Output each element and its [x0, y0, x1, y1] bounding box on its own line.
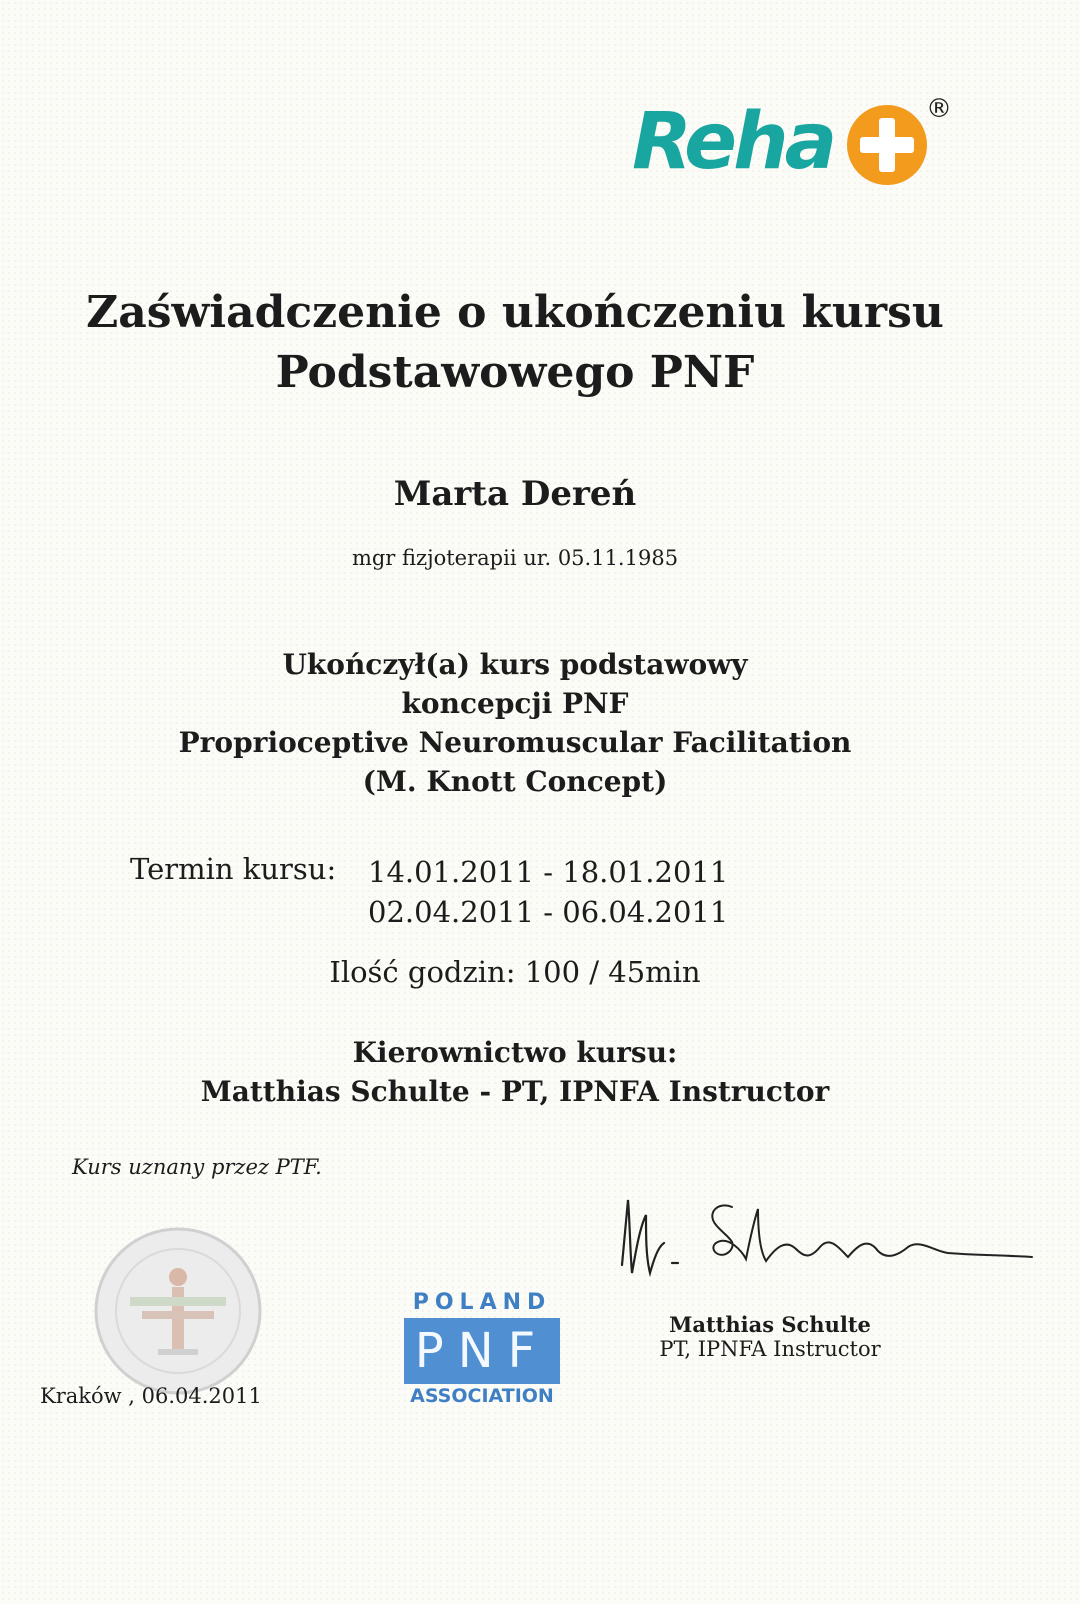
poland-pnf-association-logo — [404, 1290, 560, 1410]
completion-block — [0, 645, 1030, 801]
term-dates — [368, 852, 728, 932]
place-date: Kraków , 06.04.2011 — [40, 1384, 262, 1408]
pnf-logo-middle: PNF — [404, 1318, 560, 1384]
title-line-1: Zaświadczenie o ukończeniu kursu — [86, 287, 944, 338]
pnf-logo-bottom: ASSOCIATION — [410, 1385, 554, 1407]
pnf-logo-top: POLAND — [412, 1290, 552, 1315]
term-date-1: 14.01.2011 - 18.01.2011 — [368, 855, 729, 889]
completion-line-3: Proprioceptive Neuromuscular Facilitation — [178, 726, 852, 759]
reha-logo — [632, 92, 962, 192]
term-label: Termin kursu: — [130, 852, 337, 886]
management-label: Kierownictwo kursu: — [352, 1036, 678, 1069]
completion-line-4: (M. Knott Concept) — [362, 765, 668, 798]
management-block — [0, 1033, 1030, 1111]
signatory-block — [640, 1312, 900, 1362]
registered-mark: ® — [926, 94, 952, 124]
title-line-2: Podstawowego PNF — [275, 347, 755, 398]
completion-line-1: Ukończył(a) kurs podstawowy — [282, 648, 748, 681]
completion-line-2: koncepcji PNF — [401, 687, 629, 720]
reha-logo-text: Reha — [632, 97, 834, 187]
term-date-2: 02.04.2011 - 06.04.2011 — [368, 895, 729, 929]
certificate-title — [0, 283, 1030, 403]
hours: Ilość godzin: 100 / 45min — [329, 955, 701, 989]
recipient-name: Marta Dereń — [393, 474, 637, 514]
handwritten-signature — [620, 1195, 1060, 1305]
signatory-name: Matthias Schulte — [669, 1312, 871, 1337]
ptf-seal-icon — [92, 1225, 264, 1397]
management-value: Matthias Schulte - PT, IPNFA Instructor — [200, 1075, 830, 1108]
orange-plus-icon — [844, 102, 930, 188]
recognition-note: Kurs uznany przez PTF. — [72, 1155, 322, 1179]
signatory-title: PT, IPNFA Instructor — [659, 1337, 881, 1361]
recipient-info: mgr fizjoterapii ur. 05.11.1985 — [351, 546, 679, 570]
